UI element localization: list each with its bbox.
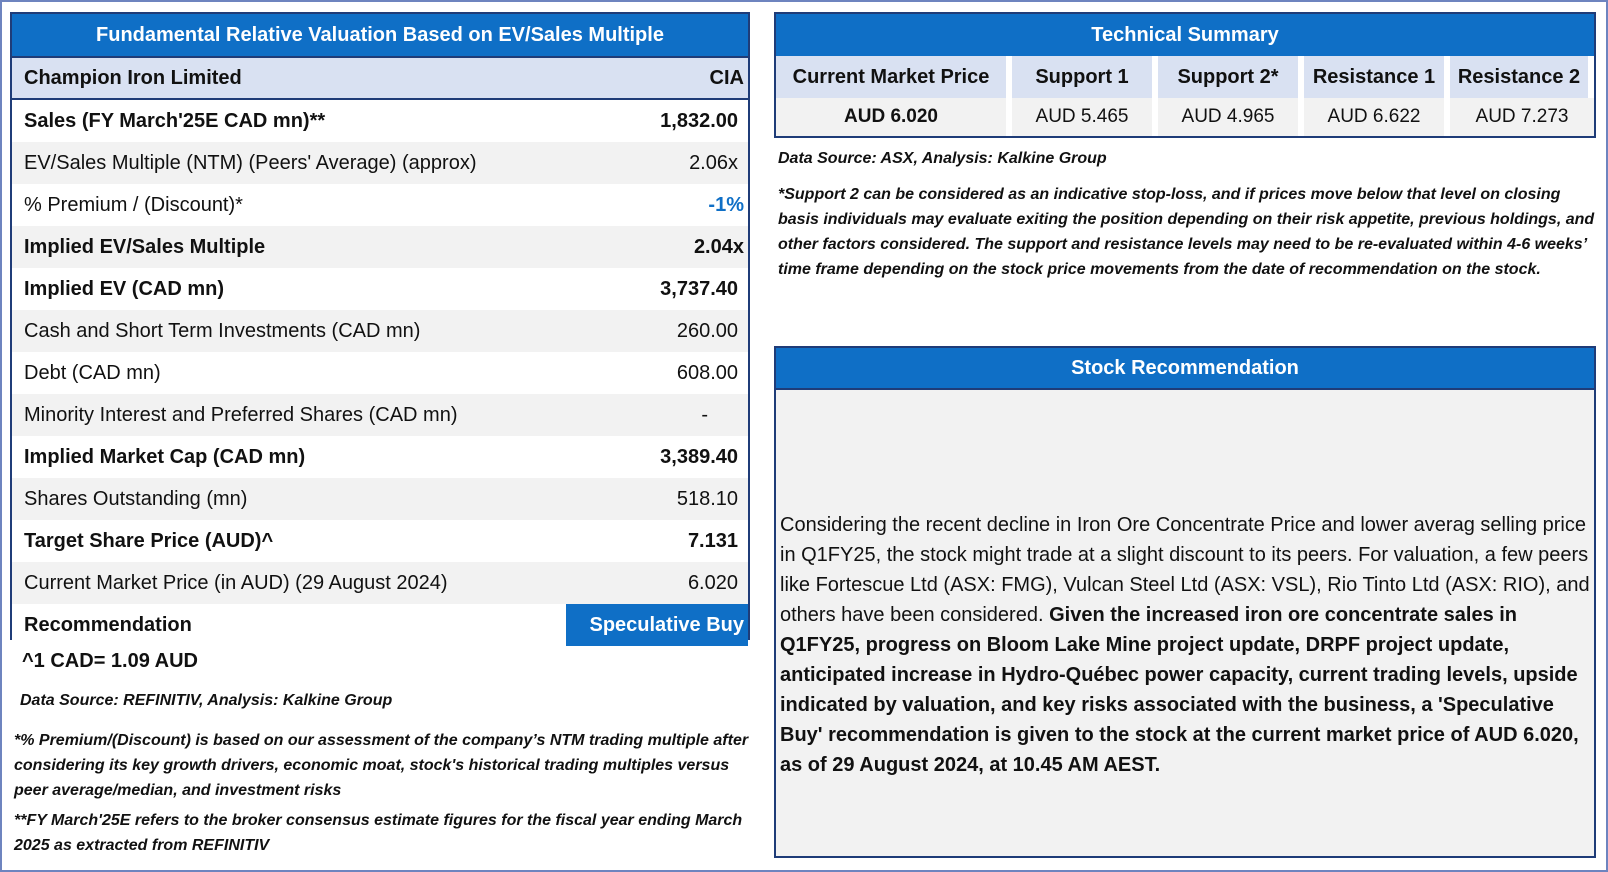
table-row-current-price (12, 562, 748, 604)
table-row-shares-outstanding (12, 478, 748, 520)
value-resistance-1: AUD 6.622 (1304, 98, 1450, 136)
company-name: Champion Iron Limited (24, 66, 242, 89)
row-label: Debt (CAD mn) (24, 361, 161, 384)
row-label: Implied EV/Sales Multiple (24, 235, 266, 258)
row-label: Target Share Price (AUD)^ (24, 529, 274, 552)
table-row-implied-ev (12, 268, 748, 310)
header-resistance-1: Resistance 1 (1304, 56, 1450, 98)
table-row-implied-market-cap (12, 436, 748, 478)
header-current-price: Current Market Price (776, 56, 1012, 98)
table-row-debt (12, 352, 748, 394)
technical-source: Data Source: ASX, Analysis: Kalkine Group (778, 150, 1107, 167)
row-value: 3,737.40 (660, 277, 738, 300)
valuation-rows (12, 100, 748, 604)
company-ticker: CIA (709, 66, 744, 89)
header-resistance-2: Resistance 2 (1450, 56, 1594, 98)
header-support-2: Support 2* (1158, 56, 1304, 98)
row-label: Implied EV (CAD mn) (24, 277, 225, 300)
fy-footnote: **FY March'25E refers to the broker consensus estimate figures for the fiscal year ending March 2025 as extracted from REFINITIV (14, 812, 743, 854)
recommendation-text-regular: Considering the recent decline in Iron Ore Concentrate Price and lower averag selling price in Q1FY25, the stock might trade at a slight discount to its peers. For valuation, a few peers like Fortescue Ltd (ASX: FMG), Vulcan Steel Ltd (ASX: VSL), Rio Tinto Ltd (ASX: RIO), and others have been considered. (780, 514, 1590, 626)
technical-title: Technical Summary (776, 14, 1594, 56)
row-value: - (701, 403, 708, 426)
table-row-implied-ev-sales (12, 226, 748, 268)
support-disclaimer: *Support 2 can be considered as an indicative stop-loss, and if prices move below that level on closing basis individuals may evaluate exiting the position depending on their risk appetite, previous holdings, and other factors considered. The support and resistance levels may need to be re-evaluated within 4-6 weeks’ time frame depending on the stock price movements from the date of recommendation on the stock. (778, 186, 1595, 278)
table-row-target-price (12, 520, 748, 562)
recommendation-row (12, 604, 748, 646)
table-row-ev-sales-peers (12, 142, 748, 184)
row-value: 260.00 (676, 319, 738, 342)
row-value: 1,832.00 (660, 109, 738, 132)
value-support-2: AUD 4.965 (1158, 98, 1304, 136)
stock-recommendation (774, 346, 1596, 858)
value-support-1: AUD 5.465 (1012, 98, 1158, 136)
row-label: Minority Interest and Preferred Shares (CAD mn) (24, 403, 458, 426)
table-row-sales (12, 100, 748, 142)
valuation-table (10, 12, 750, 640)
table-row-cash (12, 310, 748, 352)
valuation-title: Fundamental Relative Valuation Based on EV/Sales Multiple (12, 14, 748, 58)
row-value: 7.131 (687, 529, 738, 552)
row-label: Implied Market Cap (CAD mn) (24, 445, 306, 468)
recommendation-label: Recommendation (24, 613, 192, 636)
value-resistance-2: AUD 7.273 (1450, 98, 1594, 136)
row-value: 2.06x (689, 151, 738, 174)
recommendation-badge: Speculative Buy (566, 604, 748, 646)
row-value: 518.10 (676, 487, 738, 510)
premium-footnote: *% Premium/(Discount) is based on our assessment of the company’s NTM trading multiple after considering its key growth drivers, economic moat, stock's historical trading multiples versus peer average/median, and investment risks (14, 732, 749, 799)
company-row (12, 58, 748, 100)
row-value: 608.00 (676, 361, 738, 384)
header-support-1: Support 1 (1012, 56, 1158, 98)
table-row-premium-discount (12, 184, 748, 226)
row-label: Current Market Price (in AUD) (29 August 2024) (24, 571, 448, 594)
row-label: Shares Outstanding (mn) (24, 487, 248, 510)
row-value: 2.04x (693, 235, 744, 258)
row-label: Cash and Short Term Investments (CAD mn) (24, 319, 421, 342)
technical-grid (776, 56, 1594, 136)
fx-note: ^1 CAD= 1.09 AUD (22, 650, 198, 672)
row-value: -1% (708, 193, 744, 216)
row-label: EV/Sales Multiple (NTM) (Peers' Average) (approx) (24, 151, 477, 174)
row-value: 3,389.40 (660, 445, 738, 468)
valuation-source: Data Source: REFINITIV, Analysis: Kalkine Group (20, 692, 393, 709)
row-value: 6.020 (687, 571, 738, 594)
stock-recommendation-title: Stock Recommendation (776, 348, 1594, 390)
technical-summary (774, 12, 1596, 138)
row-label: % Premium / (Discount)* (24, 193, 243, 216)
recommendation-text-bold: Given the increased iron ore concentrate sales in Q1FY25, progress on Bloom Lake Mine project update, DRPF project update, anticipated increase in Hydro-Québec power capacity, current trading levels, upside indicated by valuation, and key risks associated with the business, a 'Speculative Buy' recommendation is given to the stock at the current market price of AUD 6.020, as of 29 August 2024, at 10.45 AM AEST. (780, 604, 1579, 776)
value-current-price: AUD 6.020 (776, 98, 1012, 136)
row-label: Sales (FY March'25E CAD mn)** (24, 109, 326, 132)
stock-recommendation-text (780, 510, 1592, 780)
table-row-minority-interest (12, 394, 748, 436)
